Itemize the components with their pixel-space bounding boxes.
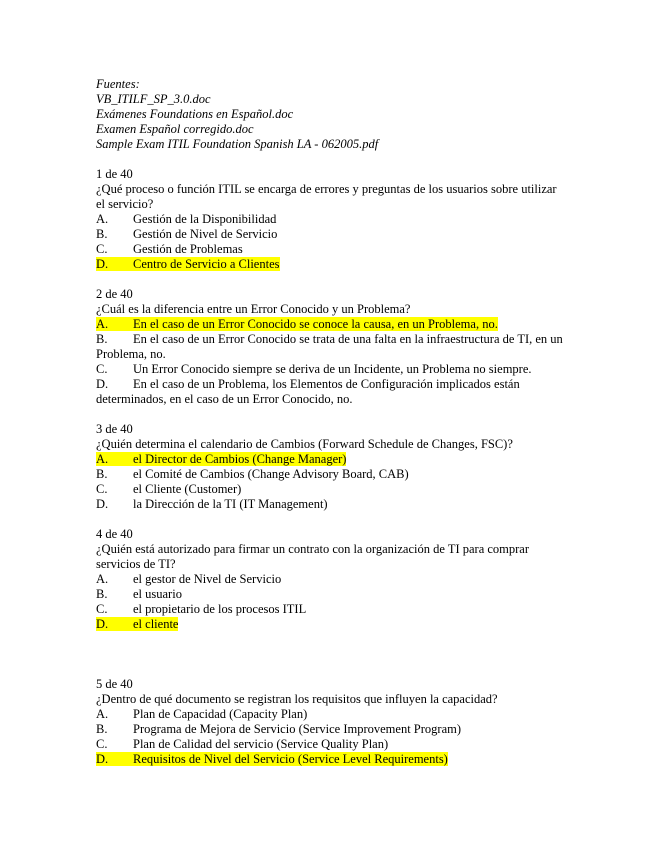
sources-block (96, 77, 566, 152)
option-text: En el caso de un Error Conocido se trata de una falta en la infraestructura de TI, en un Problema, no. (96, 332, 563, 361)
option-d (96, 497, 566, 512)
option-a-correct (96, 452, 566, 467)
option-d (96, 377, 566, 407)
option-text: la Dirección de la TI (IT Management) (133, 497, 328, 511)
option-text: Gestión de Problemas (133, 242, 243, 256)
option-letter: A. (96, 212, 109, 226)
question-2 (96, 287, 566, 407)
option-letter: B. (96, 227, 108, 241)
correct-answer-highlight (96, 617, 178, 631)
option-a-correct (96, 317, 566, 332)
option-text: el Cliente (Customer) (133, 482, 242, 496)
correct-answer-highlight (96, 452, 346, 466)
option-letter: A. (96, 317, 109, 331)
option-c (96, 482, 566, 497)
option-letter: D. (96, 497, 109, 511)
source-file: VB_ITILF_SP_3.0.doc (96, 92, 211, 106)
source-file: Exámenes Foundations en Español.doc (96, 107, 294, 121)
question-text: ¿Dentro de qué documento se registran los requisitos que influyen la capacidad? (96, 692, 498, 706)
question-number: 4 de 40 (96, 527, 133, 541)
question-1 (96, 167, 566, 272)
option-text: Requisitos de Nivel del Servicio (Service Level Requirements) (133, 752, 448, 766)
question-text: ¿Cuál es la diferencia entre un Error Conocido y un Problema? (96, 302, 411, 316)
option-text: Plan de Calidad del servicio (Service Quality Plan) (133, 737, 389, 751)
question-text: ¿Quién está autorizado para firmar un contrato con la organización de TI para comprar servicios de TI? (96, 542, 530, 571)
option-b (96, 722, 566, 737)
option-text: el gestor de Nivel de Servicio (133, 572, 282, 586)
correct-answer-highlight (96, 257, 280, 271)
option-letter: D. (96, 377, 109, 391)
question-number: 1 de 40 (96, 167, 133, 181)
option-text: el Comité de Cambios (Change Advisory Board, CAB) (133, 467, 409, 481)
question-text: ¿Quién determina el calendario de Cambios (Forward Schedule de Changes, FSC)? (96, 437, 513, 451)
option-letter: C. (96, 362, 108, 376)
option-d-correct (96, 752, 566, 767)
option-letter: A. (96, 707, 109, 721)
option-letter: C. (96, 242, 108, 256)
option-c (96, 737, 566, 752)
option-letter: C. (96, 482, 108, 496)
question-number: 2 de 40 (96, 287, 133, 301)
option-a (96, 707, 566, 722)
option-b (96, 227, 566, 242)
option-letter: D. (96, 752, 109, 766)
option-text: el propietario de los procesos ITIL (133, 602, 307, 616)
option-b (96, 332, 566, 362)
option-letter: C. (96, 602, 108, 616)
option-letter: C. (96, 737, 108, 751)
option-text: En el caso de un Error Conocido se conoce la causa, en un Problema, no. (133, 317, 498, 331)
option-text: Programa de Mejora de Servicio (Service Improvement Program) (133, 722, 462, 736)
option-letter: B. (96, 722, 108, 736)
correct-answer-highlight (96, 317, 498, 331)
source-file: Examen Español corregido.doc (96, 122, 254, 136)
option-text: En el caso de un Problema, los Elementos de Configuración implicados están determinados, en el caso de un Error Conocido, no. (96, 377, 520, 406)
option-text: Gestión de la Disponibilidad (133, 212, 277, 226)
option-b (96, 467, 566, 482)
sources-heading: Fuentes: (96, 77, 140, 91)
option-letter: D. (96, 617, 109, 631)
question-4 (96, 527, 566, 632)
option-c (96, 602, 566, 617)
document-page (96, 77, 566, 767)
option-d-correct (96, 617, 566, 632)
option-c (96, 242, 566, 257)
option-d-correct (96, 257, 566, 272)
option-text: el cliente (133, 617, 179, 631)
option-text: Un Error Conocido siempre se deriva de un Incidente, un Problema no siempre. (133, 362, 532, 376)
option-text: el Director de Cambios (Change Manager) (133, 452, 347, 466)
source-file: Sample Exam ITIL Foundation Spanish LA - 062005.pdf (96, 137, 379, 151)
option-c (96, 362, 566, 377)
option-letter: A. (96, 572, 109, 586)
option-letter: B. (96, 332, 108, 346)
option-text: el usuario (133, 587, 182, 601)
option-b (96, 587, 566, 602)
question-5 (96, 677, 566, 767)
option-a (96, 572, 566, 587)
question-text: ¿Qué proceso o función ITIL se encarga de errores y preguntas de los usuarios sobre utilizar el servicio? (96, 182, 557, 211)
option-text: Centro de Servicio a Clientes (133, 257, 280, 271)
option-text: Plan de Capacidad (Capacity Plan) (133, 707, 308, 721)
question-3 (96, 422, 566, 512)
option-a (96, 212, 566, 227)
question-number: 5 de 40 (96, 677, 133, 691)
option-letter: B. (96, 587, 108, 601)
option-letter: A. (96, 452, 109, 466)
question-number: 3 de 40 (96, 422, 133, 436)
correct-answer-highlight (96, 752, 448, 766)
option-text: Gestión de Nivel de Servicio (133, 227, 278, 241)
option-letter: D. (96, 257, 109, 271)
option-letter: B. (96, 467, 108, 481)
